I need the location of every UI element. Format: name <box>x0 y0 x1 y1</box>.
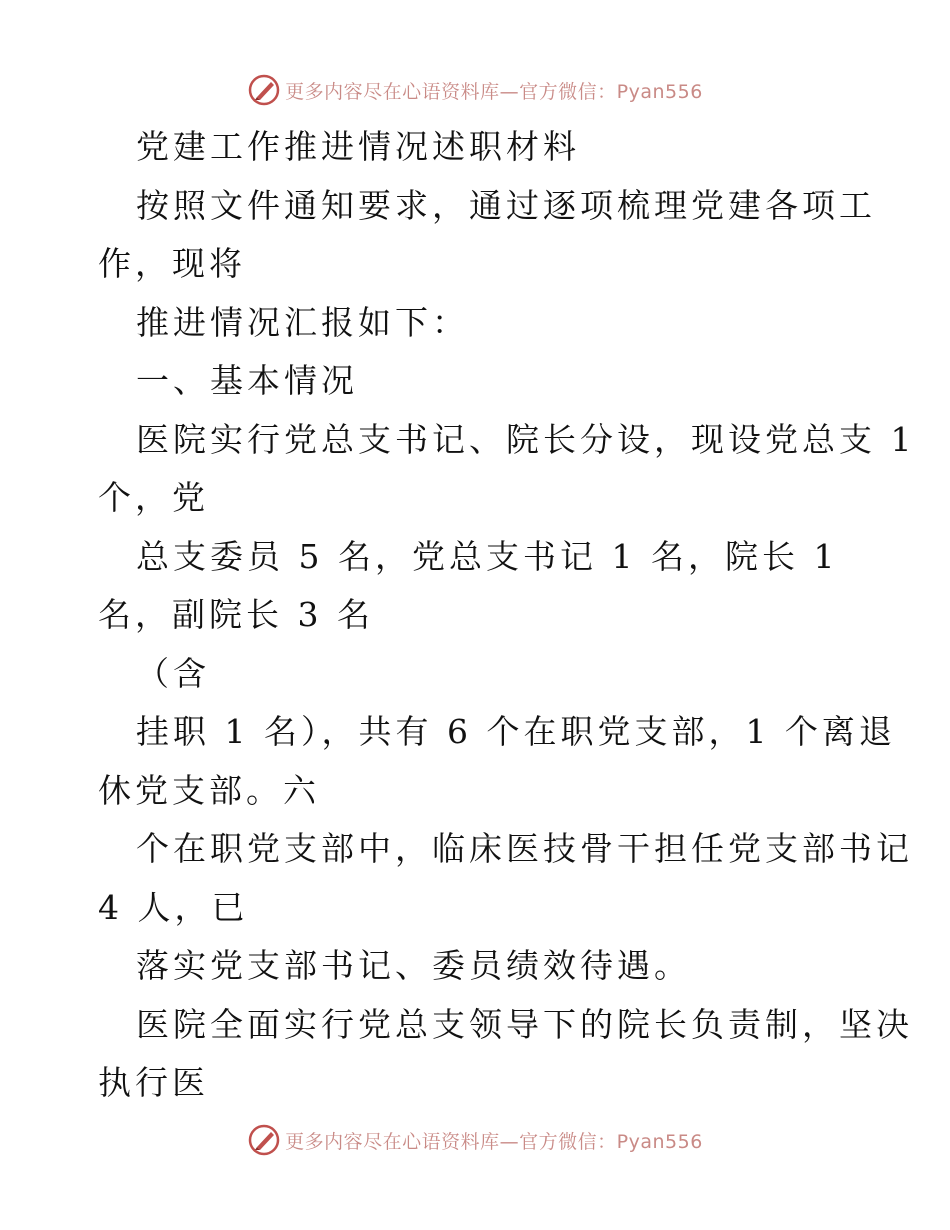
text-line: 党建工作推进情况述职材料 <box>136 127 580 166</box>
text-line: 总支委员 5 名，党总支书记 1 名，院长 1 <box>136 536 839 576</box>
text-line: 一、基本情况 <box>136 361 358 400</box>
text-line: 个在职党支部中，临床医技骨干担任党支部书记 <box>136 829 913 868</box>
header-watermark <box>0 70 950 110</box>
text-line: 按照文件通知要求，通过逐项梳理党建各项工 <box>136 185 876 225</box>
document-body <box>98 118 916 1113</box>
text-line: 个，党 <box>98 478 209 517</box>
text-line: 休党支部。六 <box>98 770 320 810</box>
text-line: 作，现将 <box>98 244 246 283</box>
text-line: 医院全面实行党总支领导下的院长负责制，坚决 <box>136 1004 913 1044</box>
text-line: （含 <box>136 653 210 693</box>
text-line: 医院实行党总支书记、院长分设，现设党总支 1 <box>136 419 916 459</box>
text-line: 推进情况汇报如下： <box>136 302 469 342</box>
pen-logo-icon <box>247 73 281 107</box>
text-line: 名，副院长 3 名 <box>98 595 374 634</box>
footer-watermark <box>0 1120 950 1160</box>
pen-logo-icon <box>247 1123 281 1157</box>
text-line: 执行医 <box>98 1063 209 1102</box>
text-line: 落实党支部书记、委员绩效待遇。 <box>136 946 691 985</box>
text-line: 4 人，已 <box>98 887 249 927</box>
watermark-text: 更多内容尽在心语资料库—官方微信：Pyan556 <box>285 1130 703 1153</box>
watermark-text: 更多内容尽在心语资料库—官方微信：Pyan556 <box>285 80 703 103</box>
text-line: 挂职 1 名），共有 6 个在职党支部，1 个离退 <box>136 712 896 751</box>
